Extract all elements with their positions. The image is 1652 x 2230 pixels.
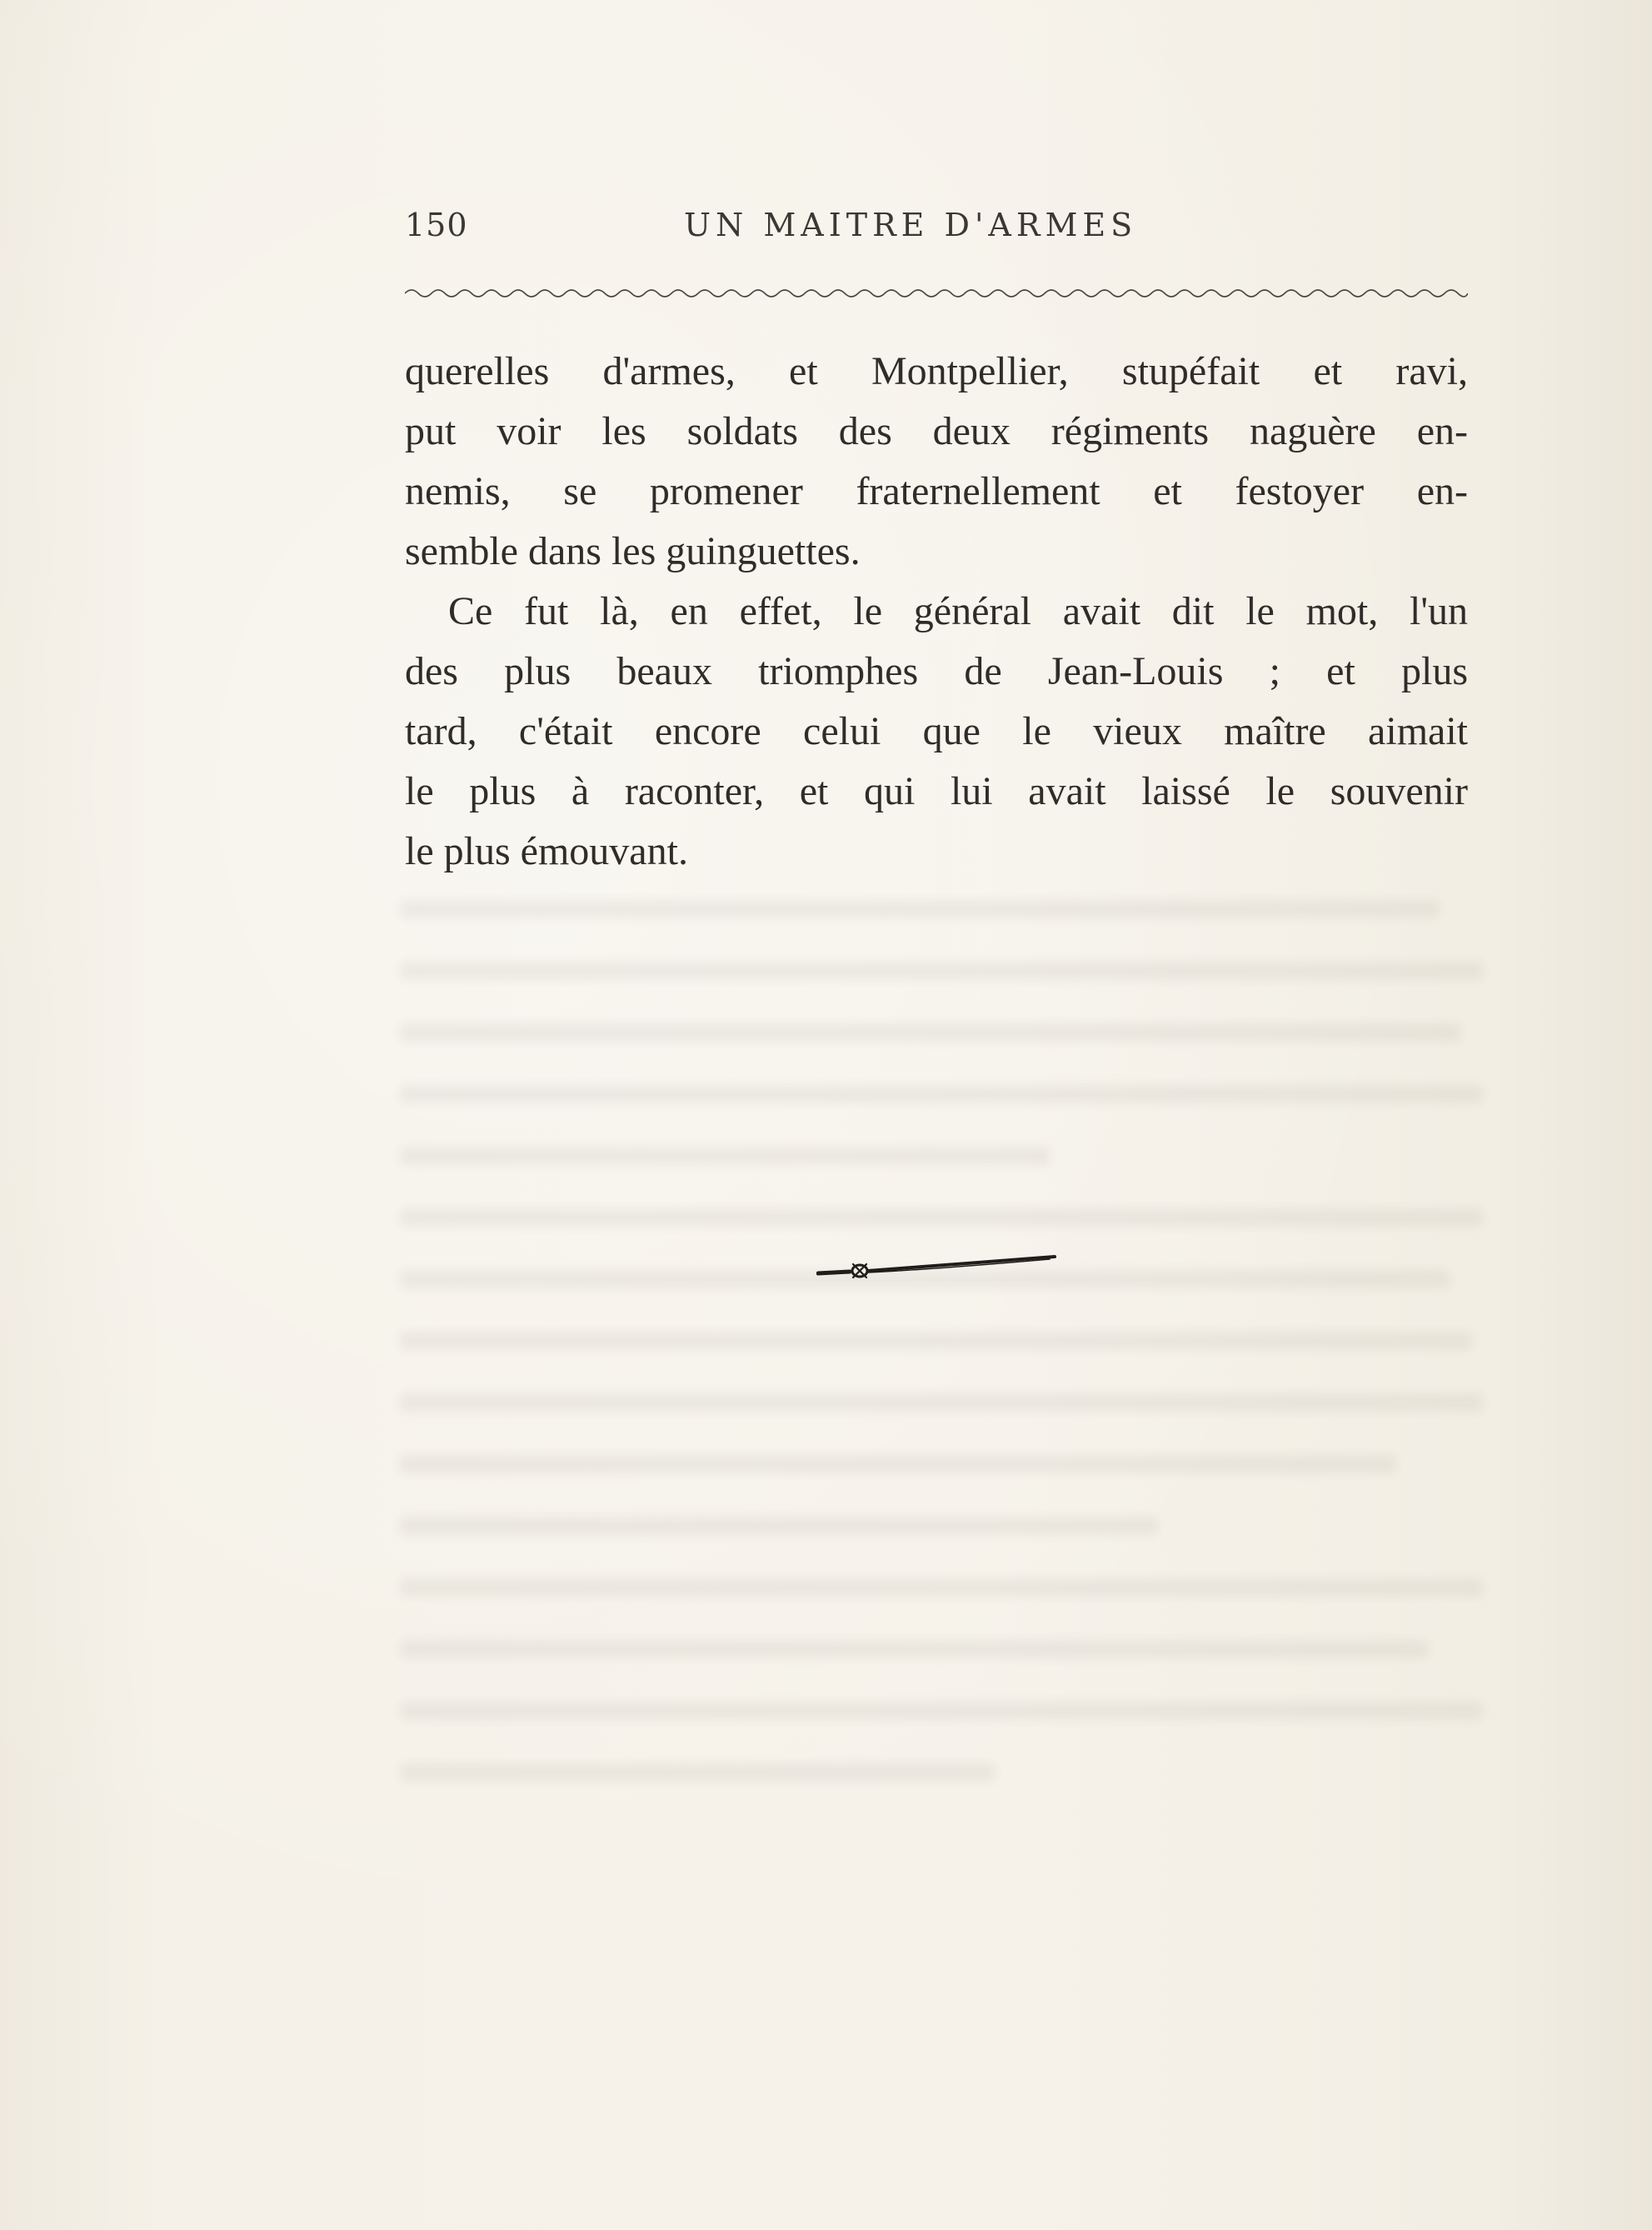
paragraph-1 <box>405 342 1468 582</box>
running-head <box>405 207 1468 257</box>
text-line: des plus beaux triomphes de Jean-Louis ; et plus <box>405 649 1468 693</box>
text-line: put voir les soldats des deux régiments naguère en- <box>405 409 1468 453</box>
text-line: le plus à raconter, et qui lui avait laissé le souvenir <box>405 769 1468 813</box>
text-line: Ce fut là, en effet, le général avait dit le mot, l'un <box>448 589 1468 633</box>
running-title: UN MAITRE D'ARMES <box>684 207 1138 243</box>
paragraph-2 <box>405 582 1468 882</box>
fleuron-sword-icon <box>816 1250 1058 1283</box>
text-line: nemis, se promener fraternellement et festoyer en- <box>405 469 1468 513</box>
text-line: le plus émouvant. <box>405 829 688 873</box>
wavy-rule-icon <box>405 283 1468 303</box>
text-line: semble dans les guinguettes. <box>405 529 861 573</box>
body-text <box>405 342 1468 882</box>
show-through-text <box>400 900 1483 1858</box>
text-line: querelles d'armes, et Montpellier, stupéfait et ravi, <box>405 349 1468 393</box>
page-number: 150 <box>405 207 468 243</box>
text-line: tard, c'était encore celui que le vieux maître aimait <box>405 709 1468 753</box>
